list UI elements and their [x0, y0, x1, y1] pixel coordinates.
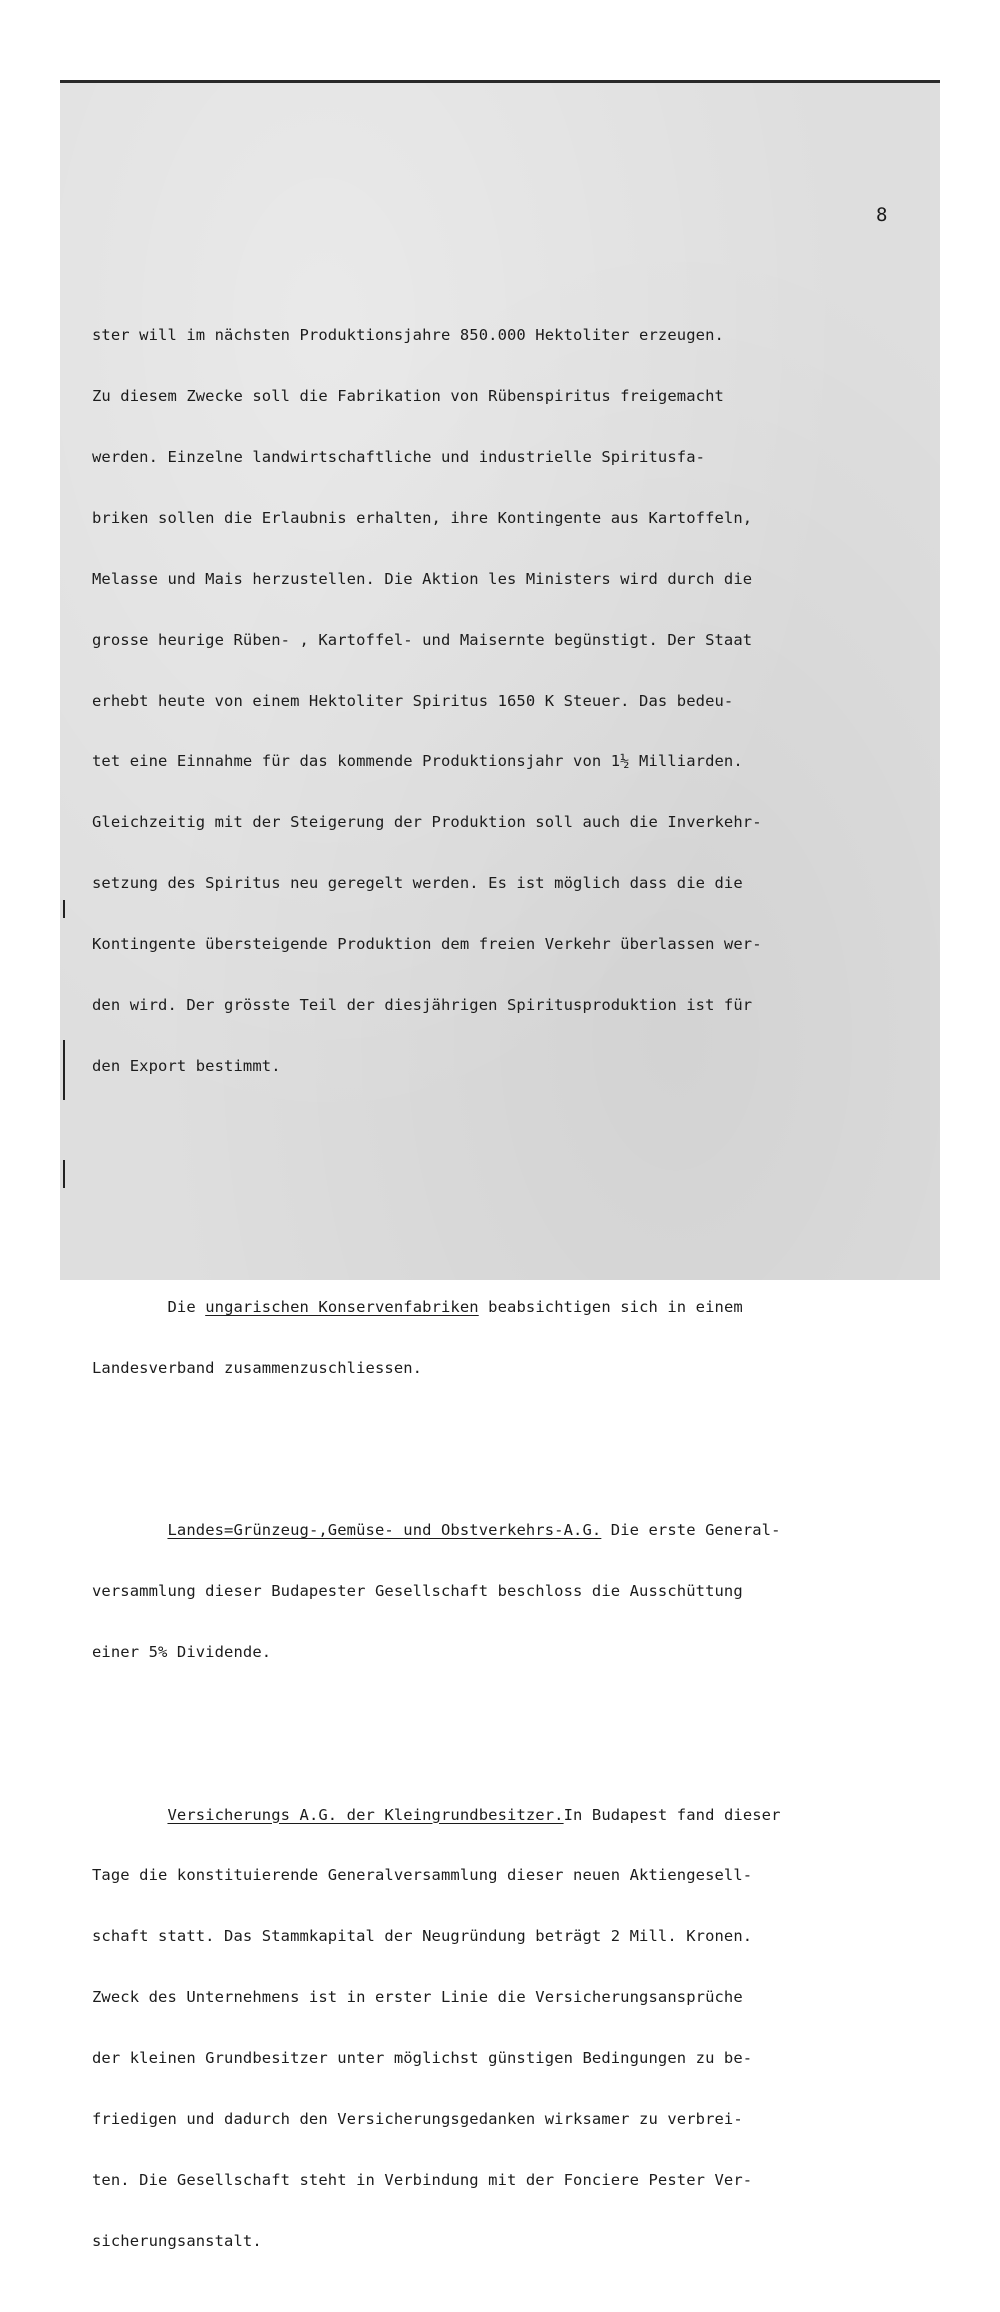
- text-line: [92, 1805, 942, 1825]
- text-line: einer 5% Dividende.: [92, 1643, 272, 1662]
- text-line: den wird. Der grösste Teil der diesjährigen Spiritusproduktion ist für: [92, 995, 753, 1014]
- page-top-edge: [60, 80, 940, 83]
- text-line: Gleichzeitig mit der Steigerung der Produktion soll auch die Inverkehr-: [92, 813, 762, 832]
- text-line: sicherungsanstalt.: [92, 2231, 262, 2250]
- underlined-heading: ungarischen Konservenfabriken: [205, 1298, 479, 1317]
- text-line: ster will im nächsten Produktionsjahre 850.000 Hektoliter erzeugen.: [92, 326, 724, 345]
- text-line: tet eine Einnahme für das kommende Produktionsjahr von 1½ Milliarden.: [92, 752, 743, 771]
- margin-mark: [63, 1160, 65, 1188]
- text-line: versammlung dieser Budapester Gesellschaft beschloss die Ausschüttung: [92, 1582, 743, 1601]
- text-line: den Export bestimmt.: [92, 1056, 281, 1075]
- paragraph-versicherung: [92, 1764, 942, 2292]
- text-line: Melasse und Mais herzustellen. Die Aktion les Ministers wird durch die: [92, 569, 753, 588]
- text-line: friedigen und dadurch den Versicherungsgedanken wirksamer zu verbrei-: [92, 2110, 743, 2129]
- text-line: der kleinen Grundbesitzer unter möglichst günstigen Bedingungen zu be-: [92, 2049, 753, 2068]
- text-line: Zu diesem Zwecke soll die Fabrikation von Rübenspiritus freigemacht: [92, 387, 724, 406]
- text-line: Kontingente übersteigende Produktion dem freien Verkehr überlassen wer-: [92, 935, 762, 954]
- paragraph-konservenfabriken: [92, 1257, 942, 1419]
- paragraph-gruenzeug: [92, 1480, 942, 1703]
- text-line: erhebt heute von einem Hektoliter Spiritus 1650 K Steuer. Das bedeu-: [92, 691, 734, 710]
- indent: [92, 1806, 167, 1824]
- text-line: setzung des Spiritus neu geregelt werden. Es ist möglich dass die die: [92, 874, 743, 893]
- margin-mark: [63, 1040, 65, 1100]
- text-line: briken sollen die Erlaubnis erhalten, ihre Kontingente aus Kartoffeln,: [92, 508, 753, 527]
- indent: [92, 1298, 167, 1316]
- text-span: beabsichtigen sich in einem: [478, 1298, 743, 1317]
- margin-mark: [63, 900, 65, 918]
- text-span: Die: [167, 1298, 206, 1317]
- text-span: In Budapest fand dieser: [563, 1805, 781, 1824]
- text-line: Zweck des Unternehmens ist in erster Linie die Versicherungsansprüche: [92, 1988, 743, 2007]
- text-line: [92, 1297, 942, 1317]
- indent: [92, 1521, 167, 1539]
- text-line: [92, 1520, 942, 1540]
- text-line: grosse heurige Rüben- , Kartoffel- und Maisernte begünstigt. Der Staat: [92, 630, 753, 649]
- page-number: 8: [876, 204, 888, 226]
- typed-text: [92, 244, 942, 2312]
- text-line: ten. Die Gesellschaft steht in Verbindung mit der Fonciere Pester Ver-: [92, 2170, 753, 2189]
- underlined-heading: Versicherungs A.G. der Kleingrundbesitzer.: [167, 1805, 564, 1824]
- text-line: werden. Einzelne landwirtschaftliche und industrielle Spiritusfa-: [92, 447, 706, 466]
- text-span: Die erste General-: [601, 1521, 781, 1540]
- text-line: Tage die konstituierende Generalversammlung dieser neuen Aktiengesell-: [92, 1866, 753, 1885]
- text-line: Landesverband zusammenzuschliessen.: [92, 1359, 423, 1378]
- paragraph-spiritus: [92, 285, 942, 1117]
- underlined-heading: Landes=Grünzeug-,Gemüse- und Obstverkehrs-A.G.: [167, 1521, 602, 1540]
- text-line: schaft statt. Das Stammkapital der Neugründung beträgt 2 Mill. Kronen.: [92, 1927, 753, 1946]
